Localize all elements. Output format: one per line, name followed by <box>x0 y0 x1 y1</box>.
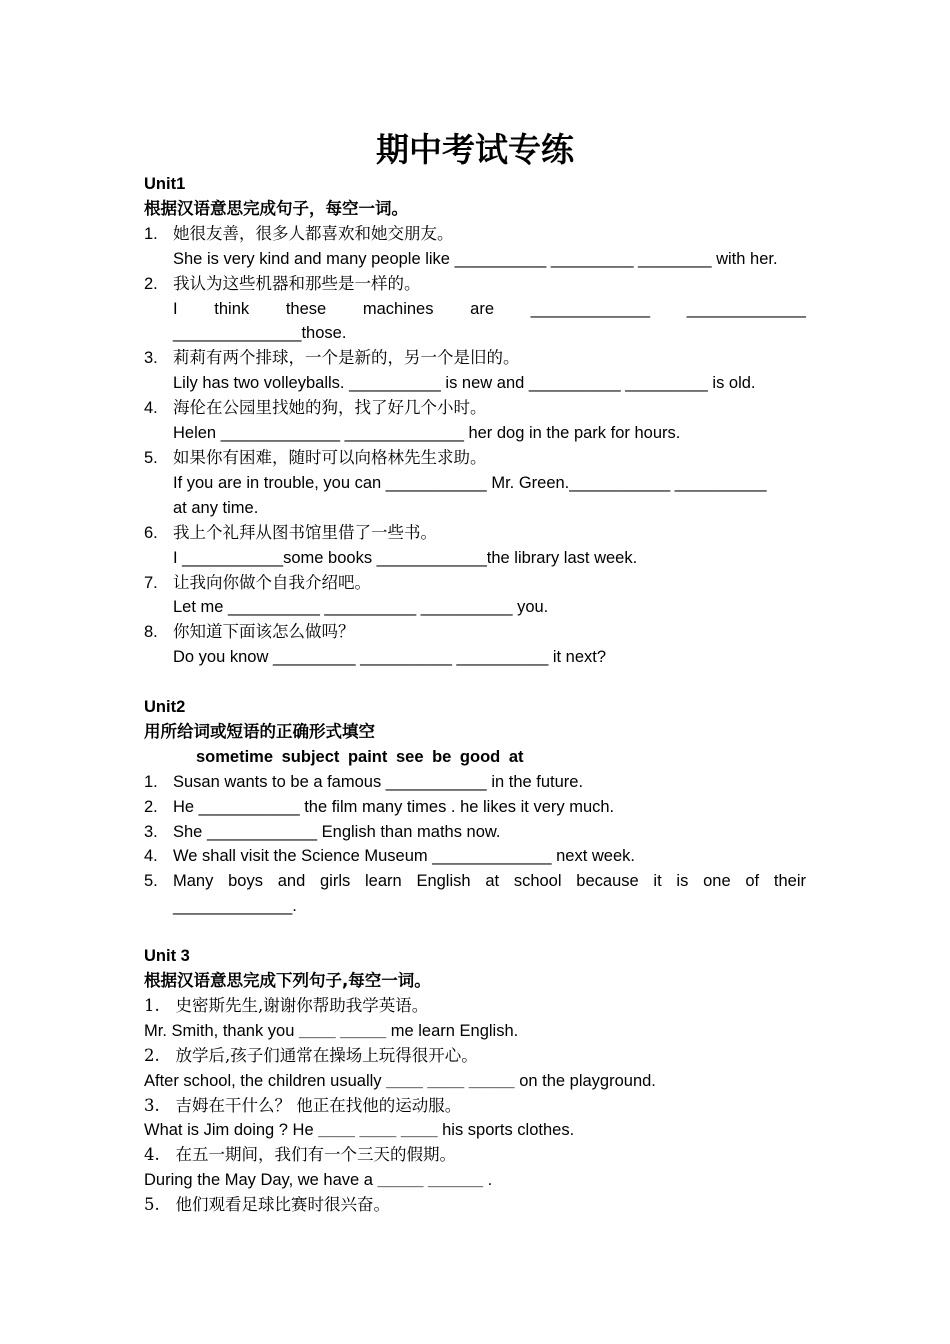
english-prefix: During the May Day, we have a <box>144 1171 378 1190</box>
section-spacer <box>144 919 806 944</box>
question-number: 1. <box>144 224 158 243</box>
unit1-instruction: 根据汉语意思完成句子，每空一词。 <box>144 198 408 218</box>
question-number: 4. <box>144 847 158 866</box>
unit1-question <box>144 446 806 521</box>
question-english: I think these machines are _____________ _____________ <box>173 299 806 318</box>
answer-blanks: ____ ____ ____ <box>318 1121 438 1140</box>
unit3-question-english <box>144 1069 806 1094</box>
question-number: 3. <box>144 822 158 841</box>
question-chinese: 让我向你做个自我介绍吧。 <box>173 572 371 592</box>
question-number: 4. <box>144 1145 160 1165</box>
unit3-question-chinese <box>144 1094 806 1119</box>
question-chinese: 史密斯先生,谢谢你帮助我学英语。 <box>175 995 429 1015</box>
question-number: 1. <box>144 772 158 791</box>
question-english: Let me __________ __________ __________ you. <box>173 598 549 617</box>
unit3-heading: Unit 3 <box>144 947 190 966</box>
question-english-cont: at any time. <box>173 498 259 517</box>
question-number: 5. <box>144 1195 160 1215</box>
english-prefix: After school, the children usually <box>144 1071 387 1090</box>
question-number: 2. <box>144 797 158 816</box>
unit3-question-english <box>144 1118 806 1143</box>
answer-blanks: ____ _____ <box>298 1021 387 1040</box>
question-chinese: 我认为这些机器和那些是一样的。 <box>173 273 421 293</box>
question-text: She ____________ English than maths now. <box>173 822 501 841</box>
question-number: 8. <box>144 623 158 642</box>
question-number: 5. <box>144 448 158 467</box>
unit1-question <box>144 396 806 446</box>
english-suffix: on the playground. <box>514 1071 656 1090</box>
question-chinese: 在五一期间，我们有一个三天的假期。 <box>175 1145 456 1165</box>
unit2-question <box>144 795 806 820</box>
worksheet-content <box>144 172 806 1218</box>
question-number: 7. <box>144 573 158 592</box>
unit1-question <box>144 346 806 396</box>
unit3-question-chinese <box>144 994 806 1019</box>
question-chinese: 如果你有困难，随时可以向格林先生求助。 <box>173 447 487 467</box>
question-chinese: 你知道下面该怎么做吗？ <box>173 622 355 642</box>
question-text: We shall visit the Science Museum _____________ next week. <box>173 847 635 866</box>
question-english: If you are in trouble, you can ___________ Mr. Green.___________ __________ <box>173 473 767 492</box>
unit3-question-english <box>144 1168 806 1193</box>
answer-blanks: _____ ______ <box>377 1171 484 1190</box>
unit2-instruction: 用所给词或短语的正确形式填空 <box>144 721 375 741</box>
question-chinese: 吉姆在干什么？ 他正在找他的运动服。 <box>175 1095 462 1115</box>
unit2-heading: Unit2 <box>144 698 186 717</box>
question-text: Many boys and girls learn English at school because it is one of their <box>173 872 806 891</box>
question-text: Susan wants to be a famous ___________ in the future. <box>173 772 584 791</box>
question-number: 6. <box>144 523 158 542</box>
question-english: Lily has two volleyballs. __________ is new and __________ _________ is old. <box>173 374 756 393</box>
question-number: 5. <box>144 872 158 891</box>
unit1-question <box>144 620 806 670</box>
unit3-question-english <box>144 1019 806 1044</box>
unit1-heading: Unit1 <box>144 175 186 193</box>
question-number: 2. <box>144 274 158 293</box>
unit3-instruction: 根据汉语意思完成下列句子,每空一词。 <box>144 970 431 990</box>
question-chinese: 我上个礼拜从图书馆里借了一些书。 <box>173 522 437 542</box>
unit1-question <box>144 521 806 571</box>
section-spacer <box>144 670 806 695</box>
question-number: 2. <box>144 1045 160 1065</box>
answer-blanks: ____ ____ _____ <box>386 1071 515 1090</box>
question-number: 3. <box>144 349 158 368</box>
question-english: Helen _____________ _____________ her dog in the park for hours. <box>173 424 681 443</box>
word-bank: sometime subject paint see be good at <box>196 747 524 766</box>
unit2-question <box>144 770 806 795</box>
unit1-question <box>144 571 806 621</box>
unit3-question-chinese <box>144 1044 806 1069</box>
question-chinese: 海伦在公园里找她的狗，找了好几个小时。 <box>173 398 487 418</box>
question-text-cont: _____________. <box>173 897 297 916</box>
unit1-question <box>144 222 806 272</box>
unit2-question <box>144 844 806 869</box>
question-chinese: 莉莉有两个排球，一个是新的，另一个是旧的。 <box>173 348 520 368</box>
english-suffix: me learn English. <box>386 1021 519 1040</box>
unit1-question <box>144 272 806 347</box>
question-number: 3. <box>144 1095 160 1115</box>
question-chinese: 她很友善，很多人都喜欢和她交朋友。 <box>173 223 454 243</box>
question-english: Do you know _________ __________ __________ it next? <box>173 648 607 667</box>
unit2-question <box>144 820 806 845</box>
page-title: 期中考试专练 <box>376 130 574 169</box>
question-number: 4. <box>144 399 158 418</box>
question-text: He ___________ the film many times . he likes it very much. <box>173 797 615 816</box>
english-suffix: . <box>483 1171 493 1190</box>
english-prefix: What is Jim doing ? He <box>144 1121 319 1140</box>
question-english-cont: ______________those. <box>173 324 347 343</box>
question-english: I ___________some books ____________the library last week. <box>173 548 638 567</box>
unit3-question-chinese <box>144 1193 806 1218</box>
unit3-question-chinese <box>144 1143 806 1168</box>
english-prefix: Mr. Smith, thank you <box>144 1021 299 1040</box>
unit2-question <box>144 869 806 919</box>
question-english: She is very kind and many people like __________ _________ ________ with her. <box>173 249 778 268</box>
question-chinese: 放学后,孩子们通常在操场上玩得很开心。 <box>175 1045 478 1065</box>
question-chinese: 他们观看足球比赛时很兴奋。 <box>175 1195 390 1215</box>
english-suffix: his sports clothes. <box>437 1121 575 1140</box>
question-number: 1. <box>144 995 160 1015</box>
